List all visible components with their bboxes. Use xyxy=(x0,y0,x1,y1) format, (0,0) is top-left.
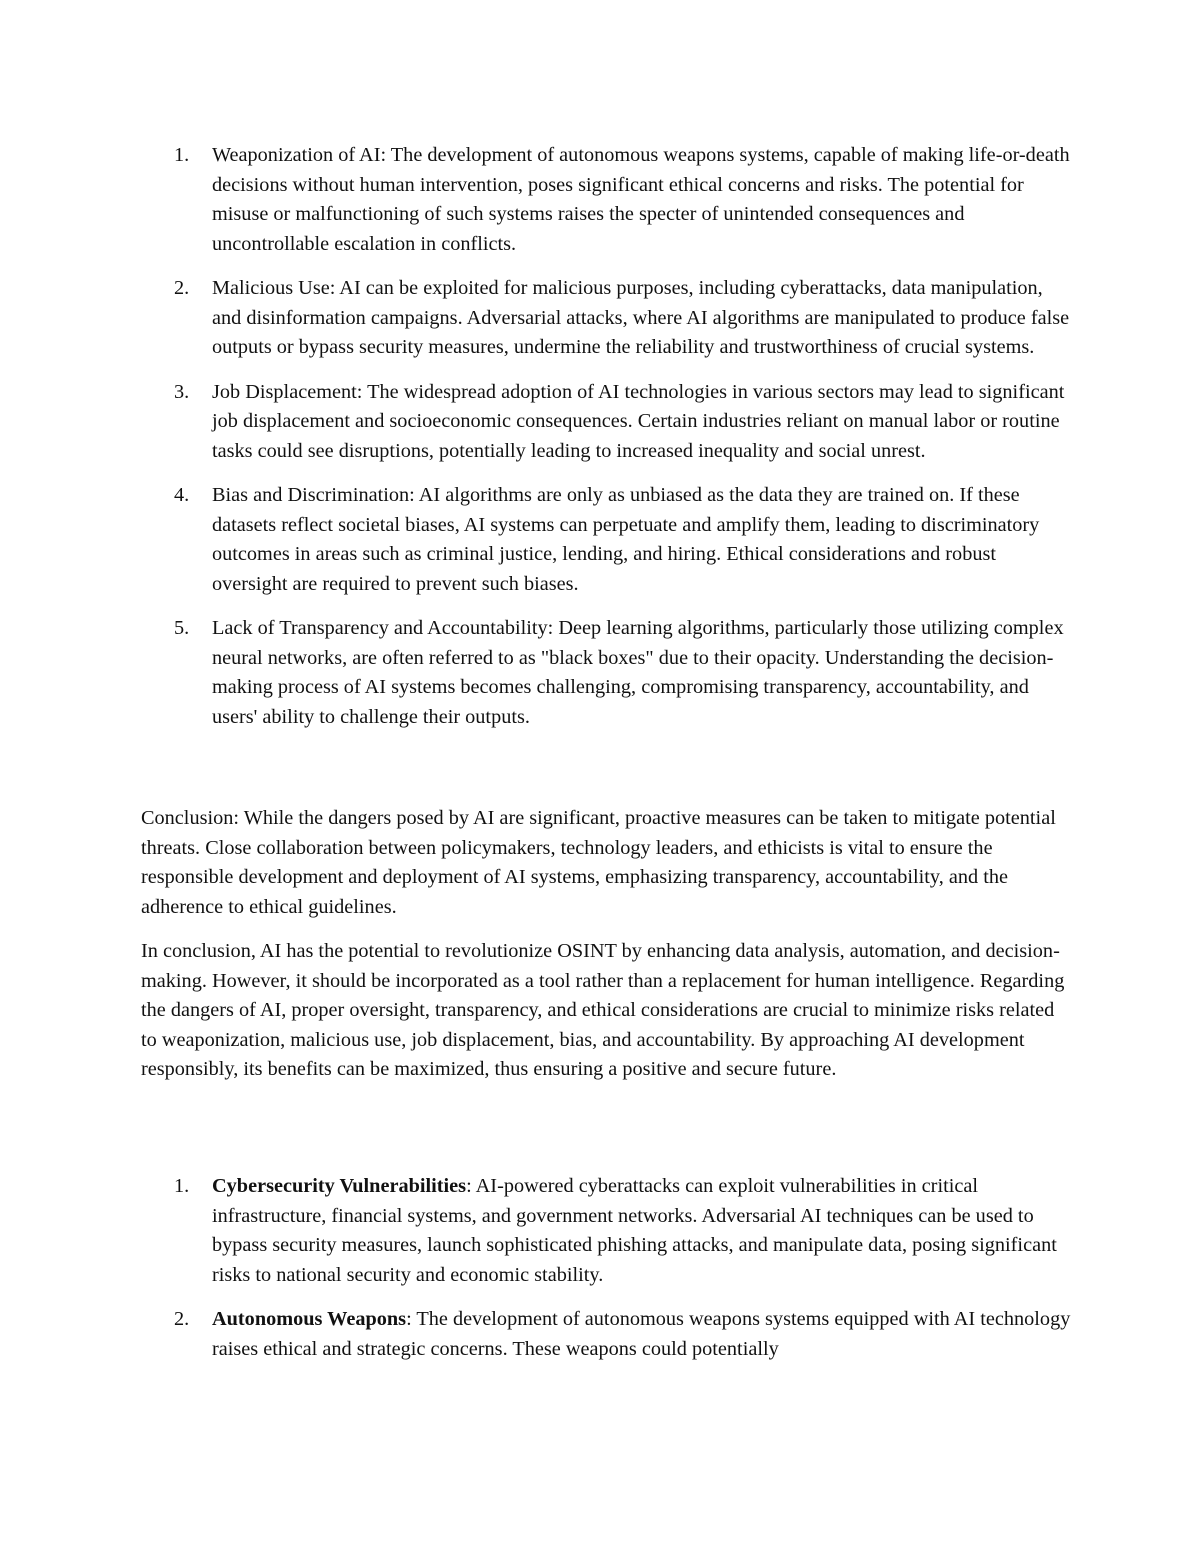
list-item xyxy=(174,1305,1072,1364)
list-item-text: Malicious Use: AI can be exploited for malicious purposes, including cyberattacks, data manipulation, and disinformation campaigns. Adversarial attacks, where AI algorithms are manipulated to produce false outputs or bypass security measures, undermine the reliability and trustworthiness of crucial systems. xyxy=(212,277,1070,358)
list-item xyxy=(174,614,1072,732)
list-item-term: Cybersecurity Vulnerabilities xyxy=(212,1175,467,1197)
list-item xyxy=(174,274,1072,363)
list-item-term: Autonomous Weapons xyxy=(212,1308,407,1330)
list-item-number: 1. xyxy=(174,1175,190,1197)
list-item-number: 2. xyxy=(174,277,190,299)
list-item-number: 1. xyxy=(174,144,190,166)
list-item-number: 4. xyxy=(174,484,190,506)
list-item-text: Job Displacement: The widespread adoption of AI technologies in various sectors may lead to significant job displacement and socioeconomic consequences. Certain industries reliant on manual labor or routine tasks could see disruptions, potentially leading to increased inequality and social unrest. xyxy=(212,380,1065,462)
list-item-number: 3. xyxy=(174,380,190,403)
ai-dangers-list xyxy=(174,141,1072,747)
list-item-number: 2. xyxy=(174,1308,190,1330)
list-item-text: Weaponization of AI: The development of autonomous weapons systems, capable of making life-or-death decisions without human intervention, poses significant ethical concerns and risks. The potential for misuse or malfunctioning of such systems raises the specter of unintended consequences and uncontrollable escalation in conflicts. xyxy=(212,144,1070,255)
list-item xyxy=(174,1172,1072,1290)
ai-risks-list xyxy=(174,1172,1072,1379)
list-item-text: Bias and Discrimination: AI algorithms are only as unbiased as the data they are trained on. If these datasets reflect societal biases, AI systems can perpetuate and amplify them, leading to discriminatory outcomes in areas such as criminal justice, lending, and hiring. Ethical considerations and robust oversight are required to prevent such biases. xyxy=(212,484,1040,595)
list-item-description: : AI-powered cyberattacks can exploit vulnerabilities in critical infrastructure, financial systems, and government networks. Adversarial AI techniques can be used to bypass security measures, launch sophisticated phishing attacks, and manipulate data, posing significant risks to national security and economic stability. xyxy=(212,1175,1057,1286)
list-item-text xyxy=(212,1175,1057,1286)
list-item xyxy=(174,378,1072,467)
list-item-number: 5. xyxy=(174,617,190,639)
list-item xyxy=(174,141,1072,259)
conclusion-paragraph: Conclusion: While the dangers posed by AI are significant, proactive measures can be taken to mitigate potential threats. Close collaboration between policymakers, technology leaders, and ethicists is vital to ensure the responsible development and deployment of AI systems, emphasizing transparency, accountability, and the adherence to ethical guidelines. xyxy=(141,807,1056,918)
list-item-text: Lack of Transparency and Accountability: Deep learning algorithms, particularly those utilizing complex neural networks, are often referred to as "black boxes" due to their opacity. Understanding the decision-making process of AI systems becomes challenging, compromising transparency, accountability, and users' ability to challenge their outputs. xyxy=(212,617,1064,728)
summary-paragraph: In conclusion, AI has the potential to revolutionize OSINT by enhancing data analysis, automation, and decision-making. However, it should be incorporated as a tool rather than a replacement for human intelligence. Regarding the dangers of AI, proper oversight, transparency, and ethical considerations are crucial to minimize risks related to weaponization, malicious use, job displacement, bias, and accountability. By approaching AI development responsibly, its benefits can be maximized, thus ensuring a positive and secure future. xyxy=(141,940,1065,1080)
list-item-description: : The development of autonomous weapons systems equipped with AI technology raises ethical and strategic concerns. These weapons could potentially xyxy=(212,1308,1071,1360)
list-item-text xyxy=(212,1308,1070,1360)
list-item xyxy=(174,481,1072,599)
